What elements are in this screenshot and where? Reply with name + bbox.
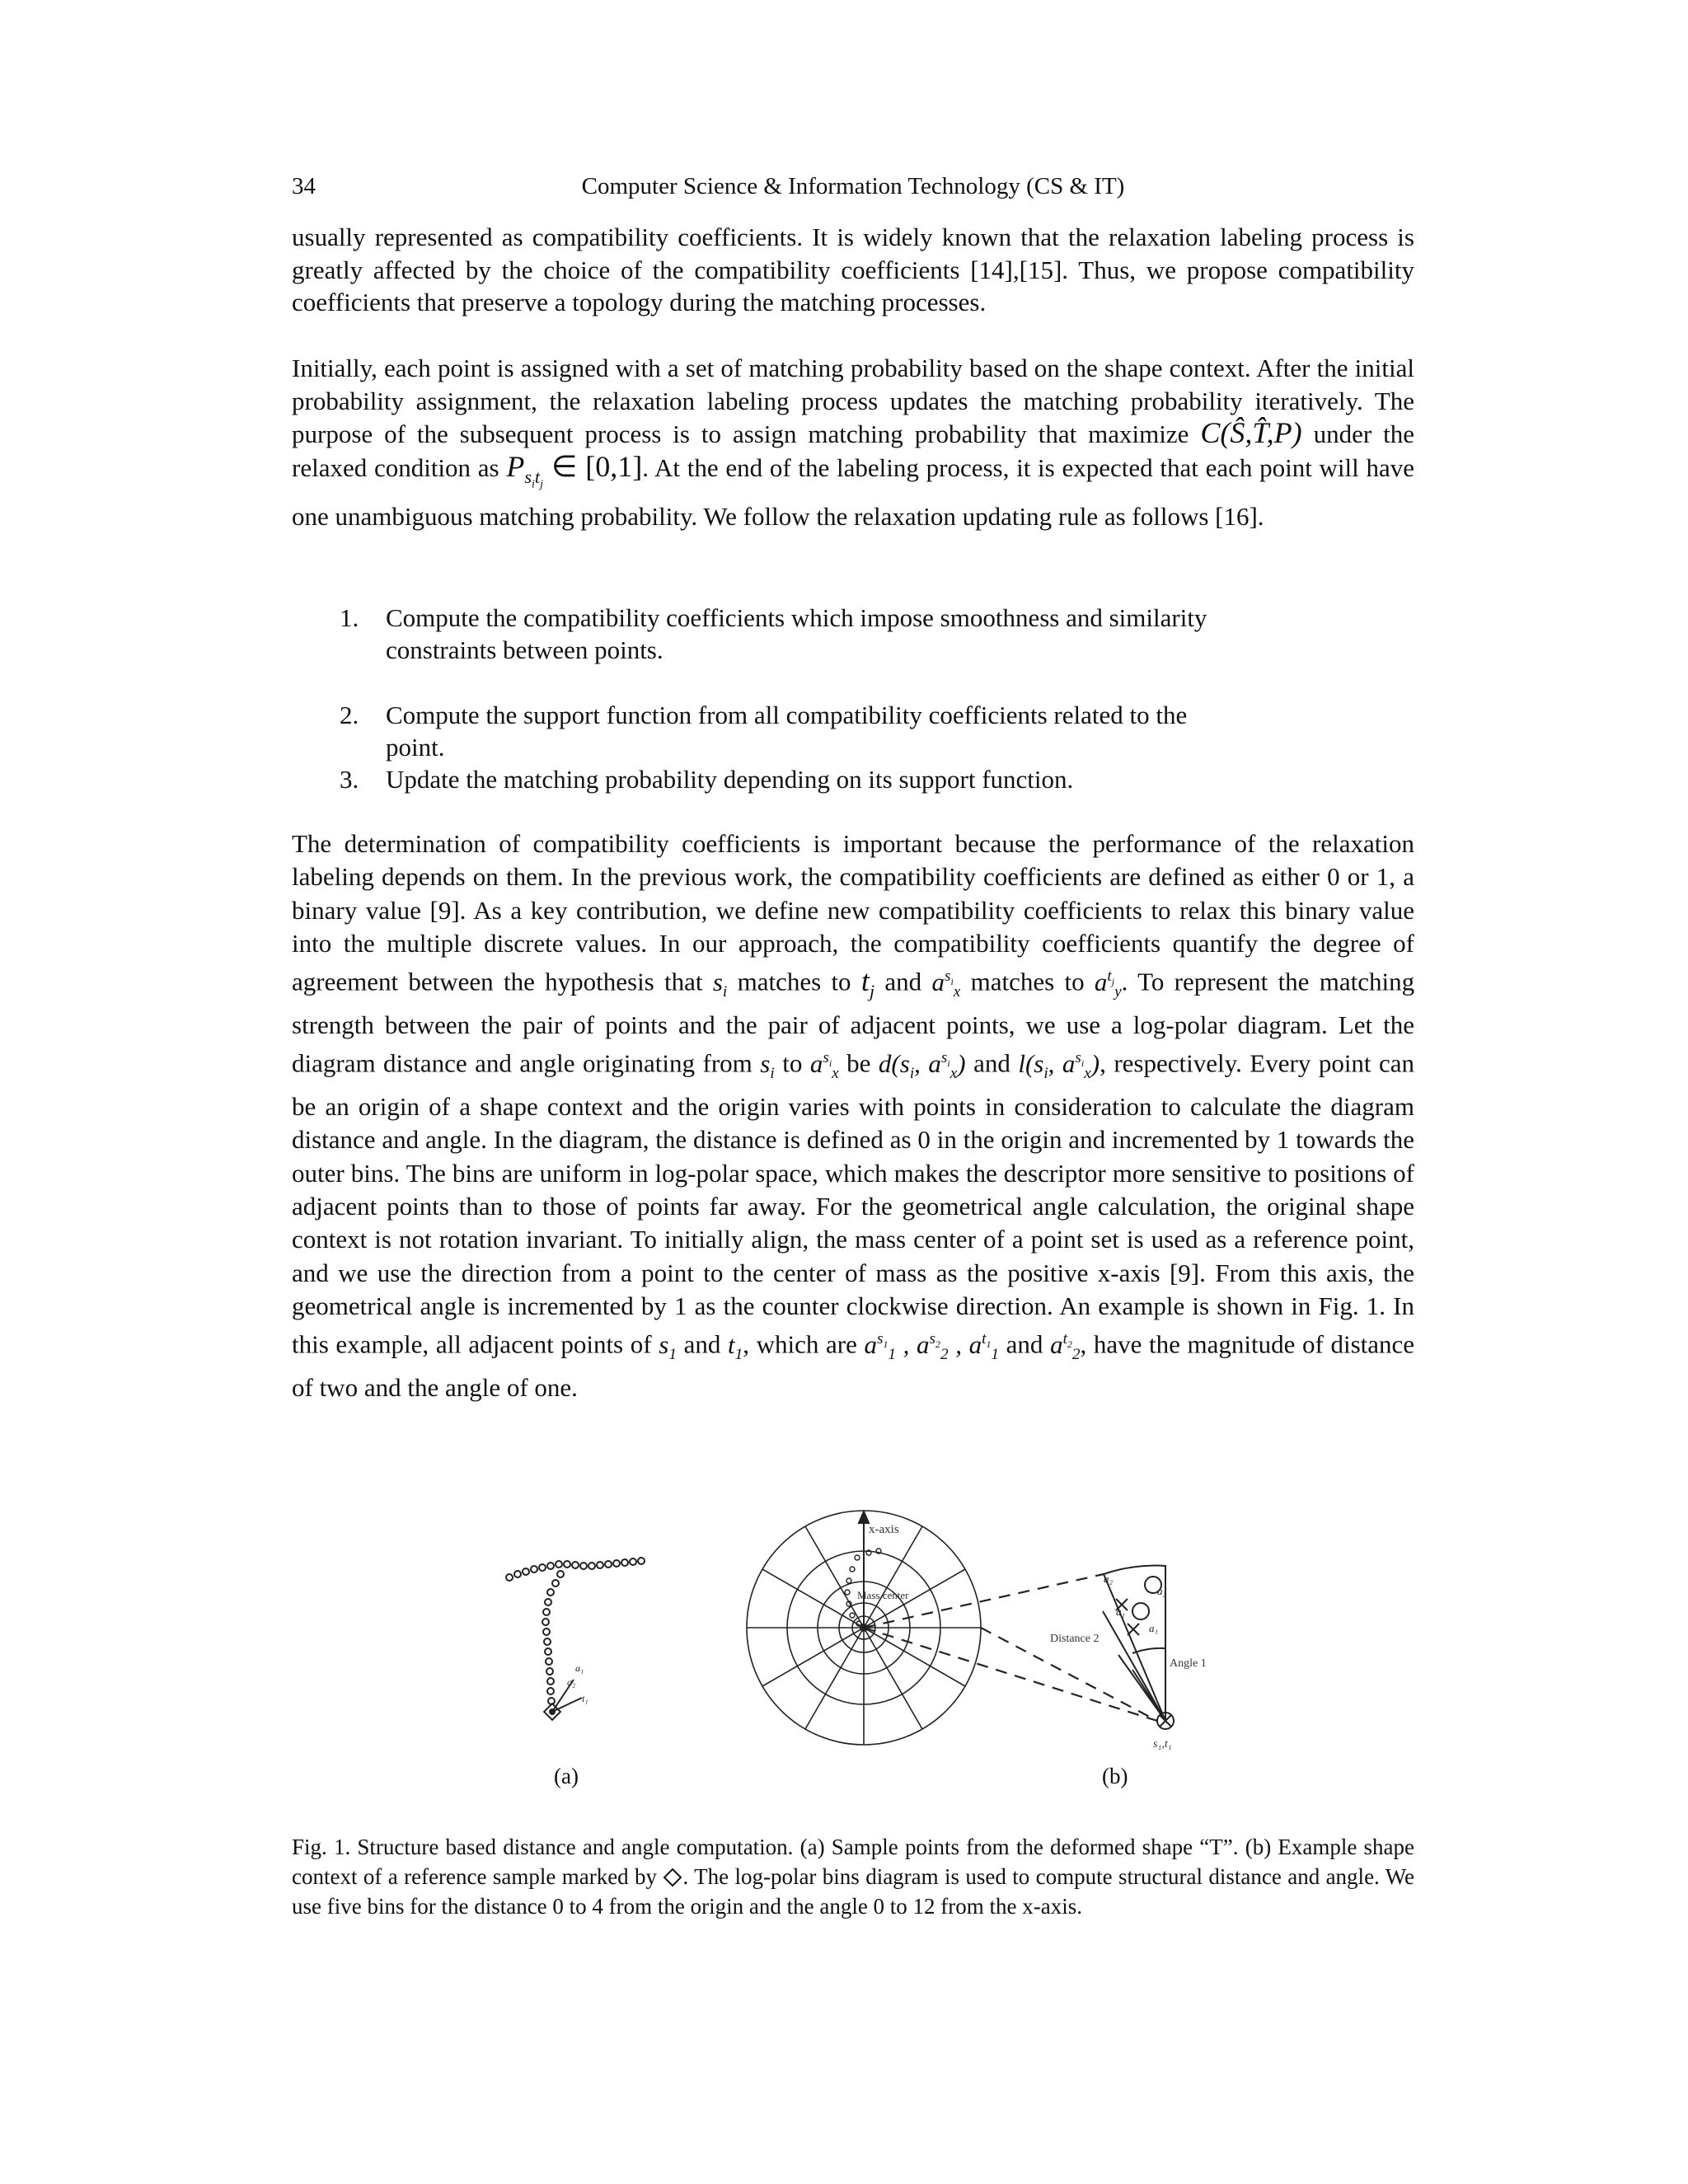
formula-s-i: $s_i$ — [712, 967, 728, 1001]
steps-list — [340, 602, 1230, 668]
svg-text:a₁: a₁ — [1116, 1605, 1126, 1618]
step-number: 3. — [340, 765, 359, 794]
formula-a-2-t2: $a^{t_2}_2$ — [1050, 1329, 1081, 1363]
paragraph-3-text-2: matches to — [737, 967, 851, 996]
paragraph-3-text-4: matches to — [970, 967, 1085, 996]
running-title: Computer Science & Information Technology (CS & IT) — [581, 173, 1125, 199]
formula-angle: $l(s_i$, $a^{s_i}_x$) — [1018, 1048, 1100, 1082]
paragraph-1-text: usually represented as compatibility coefficients. It is widely known that the relaxation labeling process is greatly affected by the choice of the compatibility coefficients [14],[15]. Thus, we propose compatibility coefficients that preserve a topology during the matching processes. — [292, 223, 1414, 316]
mass-center-label: Mass center — [857, 1589, 909, 1601]
svg-text:a₂: a₂ — [567, 1676, 576, 1688]
probability-range-formula: $P_{s_it_j}$ ∈ [0,1] — [506, 449, 643, 490]
adjacent-point-marks — [567, 1662, 588, 1704]
distance-label: Distance 2 — [1050, 1633, 1100, 1645]
figure-1-graphic — [292, 1500, 1414, 1797]
running-header — [292, 173, 1414, 206]
figure-caption-text-b: . The log-polar bins diagram is used to compute structural distance and angle. We use five bins for the distance 0 to 4 from the origin and the angle 0 to 12 from the x-axis. — [292, 1864, 1414, 1919]
step-number: 1. — [340, 603, 359, 632]
paragraph-3-text-1: The determination of compatibility coefficients is important because the performance of the relaxation labeling depends on them. In the previous work, the compatibility coefficients are defined as either 0 or 1, a binary value [9]. As a key contribution, we define new compatibility coefficients to relax this binary value into the multiple discrete values. In our approach, the compatibility coefficients quantify the degree of agreement between the hypothesis that — [292, 829, 1414, 996]
paragraph-3-text-3: and — [884, 967, 922, 996]
paragraph-2-text-c: . At the end of the labeling process, it is expected that each point will have one unambiguous matching probability. We follow the relaxation updating rule as follows [16]. — [292, 452, 1415, 531]
paragraph-2 — [292, 352, 1414, 532]
paragraph-3-text-9: , respectively. Every point can be an origin of a shape context and the origin varies with points in consideration to calculate the diagram distance and angle. In the diagram, the distance is defined as 0 in the origin and incremented by 1 towards the outer bins. The bins are uniform in log-polar space, which makes the descriptor more sensitive to positions of adjacent points than to those of points far away. For the geometrical angle calculation, the original shape context is not rotation invariant. To initially align, the mass center of a point set is used as a reference point, and we use the direction from a point to the center of mass as the positive x-axis [9]. From this axis, the geometrical angle is incremented by 1 as the counter clockwise direction. An example is shown in Fig. 1. In this example, all adjacent points of — [292, 1048, 1415, 1359]
x-axis-arrow — [859, 1511, 869, 1628]
paragraph-3-text-8: and — [973, 1048, 1010, 1078]
figure-label-b: (b) — [1102, 1764, 1128, 1788]
paragraph-2-text-a: Initially, each point is assigned with a set of matching probability based on the shape context. After the initial probability assignment, the relaxation labeling process updates the matching probability iteratively. The purpose of the subsequent process is to assign matching probability that maximize — [292, 354, 1414, 448]
paragraph-3-text-5: . To represent the matching strength between the pair of points and the pair of adjacent points, we use a log-polar diagram. Let the diagram distance and angle originating from — [292, 967, 1415, 1078]
paragraph-3-text-10: and — [683, 1329, 721, 1359]
formula-distance: $d(s_i$, $a^{s_i}_x$) — [878, 1048, 966, 1082]
x-axis-label: x-axis — [869, 1523, 899, 1536]
formula-s-i-2: $s_i$ — [760, 1048, 775, 1082]
figure-caption-text-a: Fig. 1. Structure based distance and angle computation. (a) Sample points from the deformed shape “T”. (b) Example shape context of a reference sample marked by — [292, 1835, 1414, 1889]
step-text: Update the matching probability depending on its support function. — [386, 765, 1074, 794]
paragraph-3-text-12: and — [1006, 1329, 1043, 1359]
paragraph-3-text-11: , which are — [743, 1329, 857, 1359]
figure-1 — [292, 1500, 1414, 1797]
formula-adjacent-points: $a^{s_1}_1$ , $a^{s_2}_2$ , $a^{t_1}_1$ — [864, 1329, 1000, 1363]
svg-text:a₂: a₂ — [1104, 1572, 1114, 1585]
paragraph-3-text-7: be — [846, 1048, 871, 1078]
svg-text:a₁: a₁ — [1149, 1622, 1159, 1634]
angle-label: Angle 1 — [1170, 1657, 1207, 1670]
svg-text:a₁: a₁ — [575, 1662, 584, 1674]
paragraph-3-text-13: , have the magnitude of distance of two and the angle of one. — [292, 1329, 1415, 1402]
list-item — [340, 602, 1230, 668]
svg-text:t₁: t₁ — [582, 1693, 588, 1704]
formula-a-x-si: $a^{s_i}_x$ — [931, 967, 961, 1001]
step-number: 2. — [340, 701, 359, 729]
paragraph-3-text-6: to — [782, 1048, 803, 1078]
formula-t-j: $t_j$ — [860, 963, 875, 1001]
diamond-icon — [663, 1865, 682, 1885]
paragraph-1 — [292, 221, 1414, 319]
paragraph-3 — [292, 827, 1414, 1404]
formula-s-1: $s_1$ — [659, 1329, 677, 1363]
formula-t-1: $t_1$ — [727, 1329, 743, 1363]
reference-sample-marker — [544, 1680, 582, 1720]
formula-a-y-tj: $a^{t_j}_y$ — [1094, 967, 1122, 1001]
page-number: 34 — [292, 173, 316, 199]
figure-caption — [292, 1832, 1414, 1921]
zoomed-point-labels — [1104, 1572, 1167, 1634]
origin-label: s₁,t₁ — [1153, 1738, 1172, 1750]
step-text: Compute the support function from all compatibility coefficients related to the point. — [386, 701, 1188, 762]
objective-formula: C(Ŝ,T̂,P) — [1200, 416, 1302, 449]
formula-a-x-si-2: $a^{s_i}_x$ — [809, 1048, 839, 1082]
paragraph-2-text-b: under the relaxed condition as — [292, 419, 1415, 482]
figure-label-a: (a) — [554, 1764, 579, 1788]
svg-text:a₂: a₂ — [1157, 1585, 1167, 1597]
step-text: Compute the compatibility coefficients which impose smoothness and similarity constraints between points. — [386, 603, 1207, 664]
